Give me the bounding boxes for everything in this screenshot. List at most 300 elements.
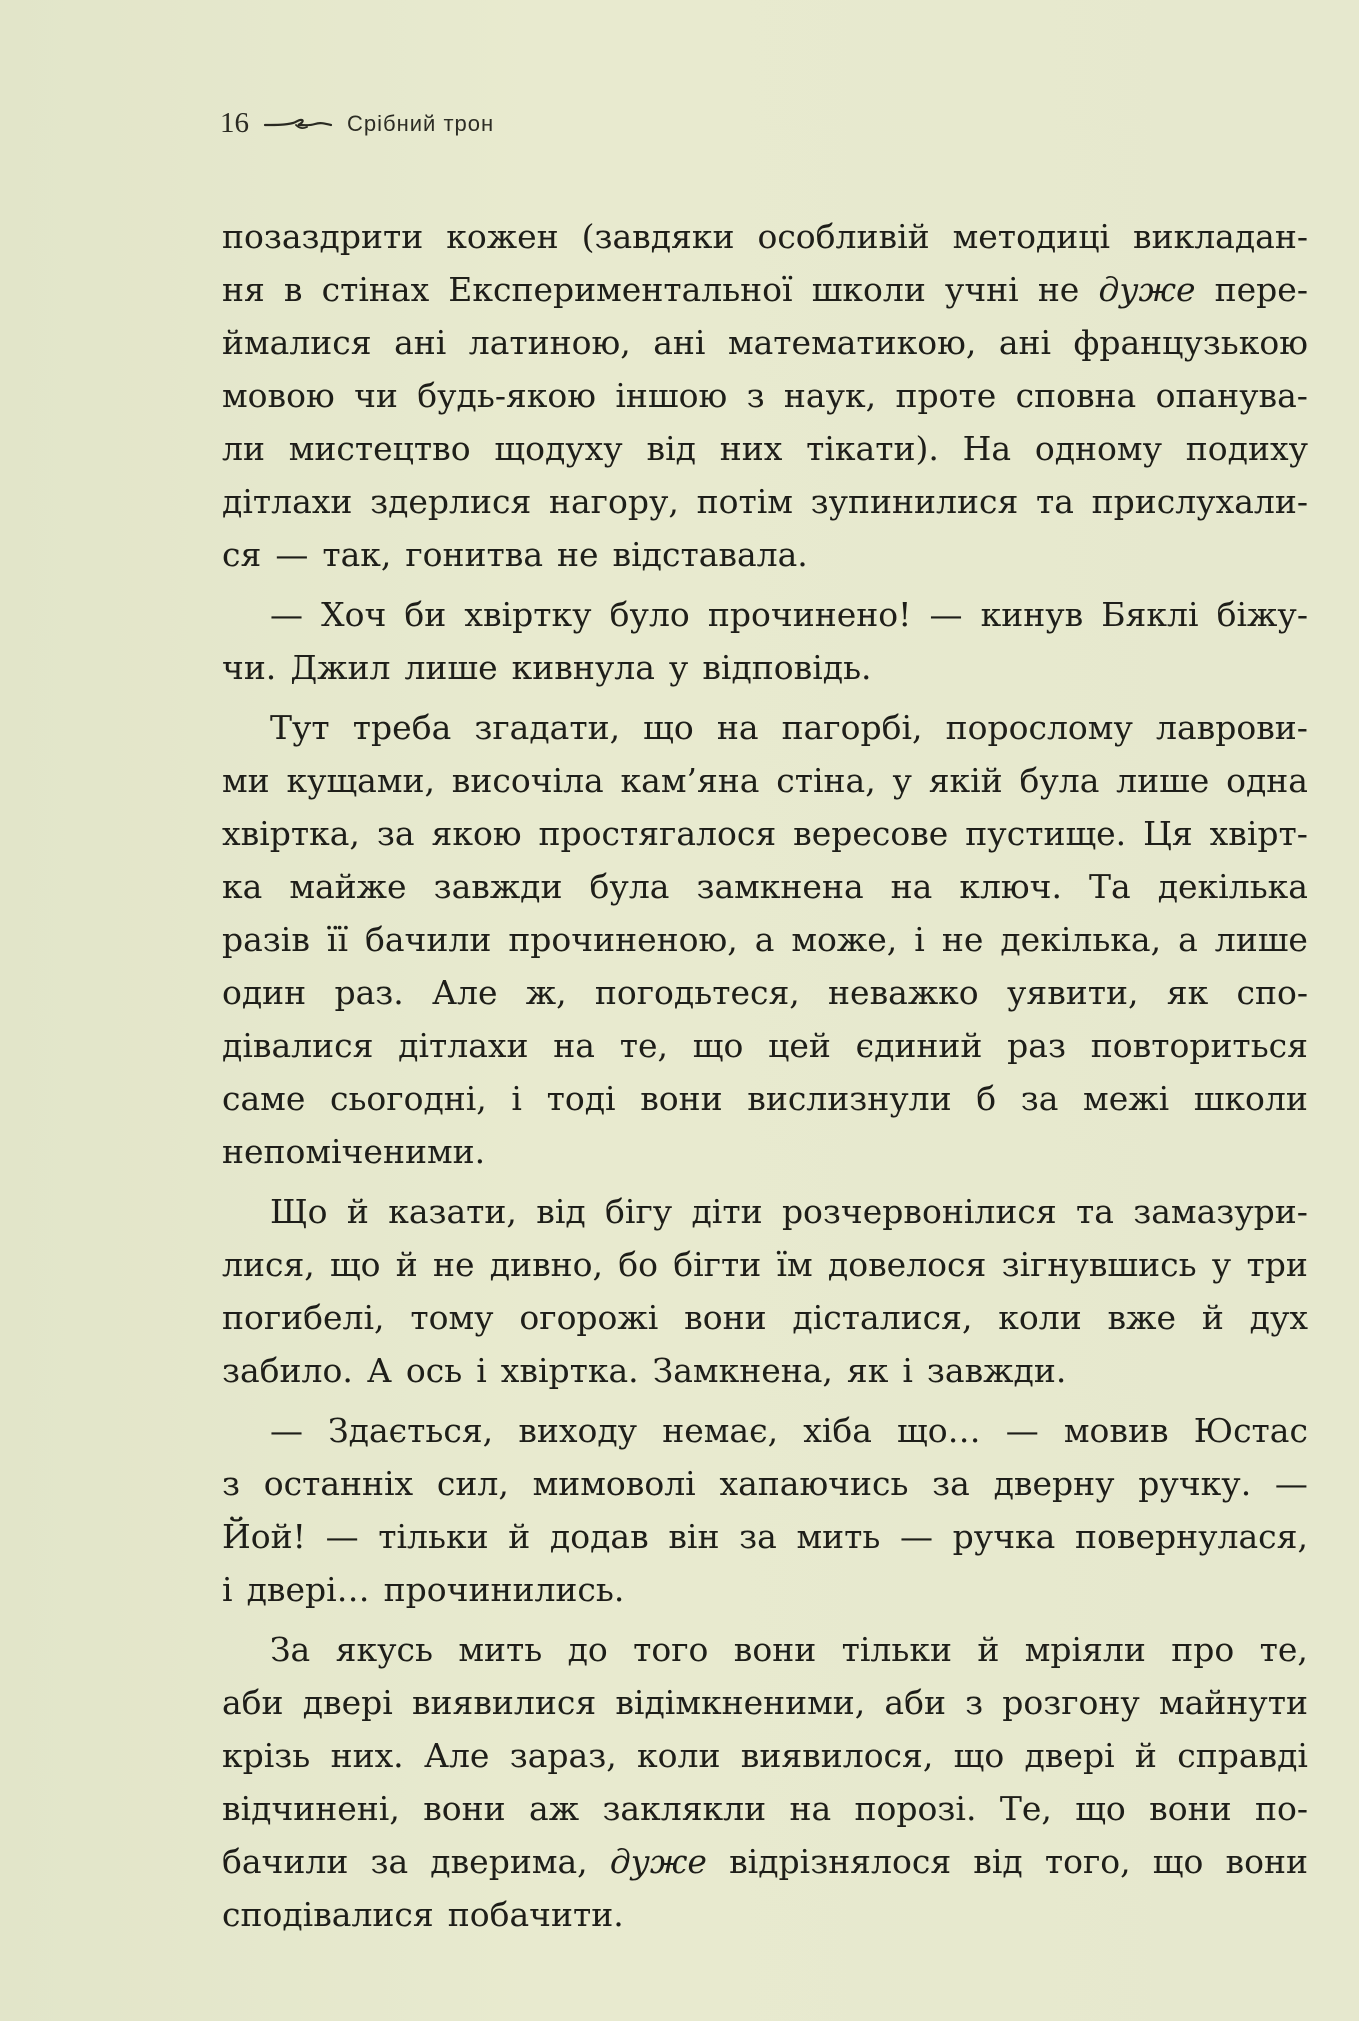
word: саме [222,1079,306,1118]
word: Замкнена, [652,1351,833,1390]
text-line [222,1291,1308,1344]
word: завжди [433,867,563,906]
word: що [643,708,694,747]
text-line [222,1125,1308,1178]
page-number: 16 [220,107,249,139]
word: вони [733,1630,817,1669]
word: порозі. [854,1789,977,1828]
text-line [222,1185,1308,1238]
word: як [1166,973,1209,1012]
word: останніх [263,1464,414,1503]
word: не [557,535,599,574]
text-line [222,1072,1308,1125]
word: та [1035,482,1074,521]
word: відчинені, [222,1789,400,1828]
word: Хоч [321,595,387,634]
word: і [476,1351,487,1390]
word: з [965,1683,984,1722]
word: ня [222,270,265,309]
word: Тут [270,708,330,747]
word: спо- [1236,973,1308,1012]
word: якусь [335,1630,433,1669]
word: двері… [246,1570,370,1609]
word: бігти [673,1245,762,1284]
word: кущами, [286,761,436,800]
word: що [692,1026,744,1065]
word: дверну [993,1464,1115,1503]
paragraph [222,1404,1308,1616]
word: бачили [365,920,492,959]
word: ручку. [1138,1464,1252,1503]
word: й [977,1630,1000,1669]
text-line [222,528,1308,581]
word: що [953,1736,1005,1775]
word: того, [1044,1842,1131,1881]
word: у [1211,1245,1232,1284]
word: Здається, [328,1411,494,1450]
word: Те, [999,1789,1052,1828]
word: двері [1024,1736,1115,1775]
word: проте [895,376,997,415]
word: кивнула [511,648,655,687]
word: хвіртка. [500,1351,639,1390]
word: біжу- [1216,595,1308,634]
word: що… [897,1411,981,1450]
word: французькою [1073,323,1308,362]
text-line [222,1888,1308,1941]
word: вони [640,1079,723,1118]
word: погодьтеся, [594,973,800,1012]
word: огорожі [519,1298,659,1337]
word: неважко [828,973,979,1012]
word: пагорбі, [781,708,923,747]
word: те, [619,1026,669,1065]
paragraph-gap [222,581,1308,588]
word: повернулася, [1075,1517,1308,1556]
word: — [1274,1464,1308,1503]
word: відповідь. [702,648,872,687]
word: виходу [518,1411,638,1450]
word: до [567,1630,608,1669]
word: методиці [952,217,1111,256]
paragraph-gap [222,1616,1308,1623]
word: — [270,1411,303,1450]
word: мимоволі [532,1464,696,1503]
word: Йой! [222,1517,306,1556]
word: (завдяки [581,217,735,256]
word: прочинено! [707,595,912,634]
paragraph [222,1623,1308,1941]
word: прочиненою, [508,920,738,959]
word: лаврови- [1155,708,1308,747]
word: одному [1034,429,1162,468]
text-line [222,860,1308,913]
word: й [1134,1736,1157,1775]
word: школи [811,270,926,309]
word: ймалися [222,323,372,362]
word: Джил [290,648,391,687]
word: Але [432,973,498,1012]
text-line [222,1835,1308,1888]
word: заклякли [602,1789,767,1828]
word: аж [529,1789,580,1828]
word: коли [998,1298,1082,1337]
word: подиху [1185,429,1308,468]
word: що [1152,1842,1204,1881]
word: і [902,1351,913,1390]
word: виявилися [411,1683,597,1722]
word: за [376,814,415,853]
word: на [553,1026,595,1065]
word: лися, [222,1245,315,1284]
word: майже [289,867,407,906]
word: за [370,1842,409,1881]
word: за [739,1517,777,1556]
word: прислухали- [1091,482,1308,521]
word: раз [1007,1026,1066,1065]
word: хапаючись [719,1464,909,1503]
word: їм [776,1245,813,1284]
word: зараз, [509,1736,617,1775]
text-line [222,1563,1308,1616]
word: тільки [841,1630,952,1669]
word: дісталися, [792,1298,973,1337]
word: хвіртка, [222,814,360,853]
word: була [1019,761,1100,800]
word: вони [1149,1789,1232,1828]
word: викладан- [1133,217,1308,256]
word: довелося [827,1245,987,1284]
word: зупинилися [810,482,1019,521]
paragraph [222,1185,1308,1397]
word: На [962,429,1012,468]
word: Та [1089,867,1131,906]
word: особливій [757,217,930,256]
word: додав [549,1517,649,1556]
word: наук, [783,376,877,415]
word: б [976,1079,997,1118]
word: хвірт- [1209,814,1308,853]
word: не [941,920,984,959]
word: у [668,648,689,687]
word: чи [354,376,398,415]
word: математикою, [727,323,977,362]
text-line [222,1782,1308,1835]
word: від [536,1192,586,1231]
word: потім [696,482,793,521]
word: так, [322,535,392,574]
word: цей [768,1026,831,1065]
word: виявилося, [740,1736,934,1775]
paragraph [222,210,1308,581]
word: забило. [222,1351,353,1390]
word: розчервонілися [781,1192,1057,1231]
word: ж, [525,973,567,1012]
word: сил, [436,1464,509,1503]
word: ключ. [959,867,1062,906]
word: коли [637,1736,721,1775]
word: межі [1083,1079,1170,1118]
text-line [222,1344,1308,1397]
word: учні [944,270,1019,309]
word: те, [1259,1630,1308,1669]
word: від [646,429,696,468]
word: він [668,1517,720,1556]
word: й [508,1517,531,1556]
word: на [789,1789,832,1828]
word: вислизнули [747,1079,952,1118]
word: сповна [1015,376,1137,415]
word: нагору, [549,482,679,521]
text-line [222,1404,1308,1457]
text-line [222,316,1308,369]
word: замкнена [696,867,864,906]
word: тому [410,1298,494,1337]
word: ка [222,867,263,906]
word: й [395,1245,418,1284]
word: та [1075,1192,1114,1231]
word: про [1171,1630,1235,1669]
word: латиною, [468,323,631,362]
text-line [222,210,1308,263]
word: декілька [1157,867,1308,906]
word: й [346,1192,369,1231]
word: хіба [803,1411,872,1450]
word: школи [1193,1079,1308,1118]
word: того [633,1630,709,1669]
word: будь-якою [417,376,597,415]
word: одна [1226,761,1308,800]
word: вони [423,1789,506,1828]
word: здерлися [370,482,532,521]
word: зігнувшись [1001,1245,1197,1284]
word: була [589,867,670,906]
word: в [283,270,303,309]
word: раз. [334,973,404,1012]
word: дверима, [430,1842,588,1881]
word: Що [270,1192,328,1231]
word: дуже [1098,270,1196,309]
word: них [719,429,783,468]
paragraph [222,588,1308,694]
word: мистецтво [288,429,471,468]
word: ручка [952,1517,1056,1556]
word: тільки [378,1517,489,1556]
word: треба [352,708,452,747]
word: — [900,1517,934,1556]
paragraph-gap [222,1397,1308,1404]
word: простягалося [538,814,777,853]
word: А [366,1351,392,1390]
word: один [222,973,307,1012]
word: на [716,708,759,747]
text-line [222,369,1308,422]
word: повториться [1090,1026,1308,1065]
word: розгону [1002,1683,1140,1722]
word: згадати, [474,708,621,747]
word: опанува- [1155,376,1308,415]
word: — [1005,1411,1039,1450]
word: декілька, [1000,920,1162,959]
word: тікати). [806,429,939,468]
word: ми [222,761,270,800]
word: справді [1177,1736,1308,1775]
word: три [1246,1245,1308,1284]
word: стіна, [776,761,876,800]
word: щодуху [494,429,623,468]
word: і [914,920,925,959]
text-line [222,1019,1308,1072]
text-line [222,913,1308,966]
word: якою [431,814,522,853]
word: замазури- [1133,1192,1308,1231]
word: відставала. [612,535,808,574]
word: кожен [446,217,559,256]
word: мить [458,1630,543,1669]
word: іншою [615,376,728,415]
word: бігу [605,1192,673,1231]
word: Але [423,1736,490,1775]
word: немає, [662,1411,779,1450]
text-line [222,641,1308,694]
word: ось [405,1351,463,1390]
word: ся [222,535,262,574]
word: пустище. [965,814,1127,853]
word: чи. [222,648,277,687]
word: її [326,920,349,959]
paragraph-gap [222,1178,1308,1185]
text-line [222,754,1308,807]
text-line [222,1729,1308,1782]
word: лише [1116,761,1210,800]
word: Ця [1143,814,1193,853]
word: — [275,535,309,574]
word: порослому [945,708,1133,747]
word: а [754,920,775,959]
word: не [433,1245,475,1284]
text-line [222,422,1308,475]
word: діти [691,1192,763,1231]
word: сьогодні, [329,1079,487,1118]
word: Бяклі [1101,595,1199,634]
word: мовою [222,376,335,415]
body-text [222,210,1308,1941]
word: сподівалися [222,1895,434,1934]
word: побачити. [447,1895,624,1934]
word: ані [653,323,706,362]
word: — [270,595,303,634]
word: дівалися [222,1026,374,1065]
word: дітлахи [398,1026,529,1065]
word: відімкненими, [615,1683,866,1722]
word: кам’яна [620,761,760,800]
word: аби [222,1683,284,1722]
word: ли [222,429,265,468]
paragraph-gap [222,694,1308,701]
word: бо [618,1245,659,1284]
word: мріяли [1024,1630,1146,1669]
word: За [270,1630,311,1669]
word: ані [394,323,447,362]
word: майнути [1158,1683,1308,1722]
word: за [932,1464,970,1503]
word: на [890,867,933,906]
word: якій [928,761,1003,800]
text-line [222,701,1308,754]
word: єдиний [855,1026,983,1065]
word: гонитва [405,535,544,574]
text-line [222,966,1308,1019]
word: кинув [980,595,1084,634]
word: вони [1225,1842,1308,1881]
word: разів [222,920,310,959]
word: по- [1254,1789,1308,1828]
text-line [222,1676,1308,1729]
word: з [222,1464,240,1503]
word: аби [884,1683,946,1722]
word: дітлахи [222,482,353,521]
word: завжди. [926,1351,1067,1390]
word: було [609,595,690,634]
swash-ornament-icon [263,114,333,134]
word: й [1201,1298,1224,1337]
running-head [220,107,494,140]
word: уявити, [1006,973,1139,1012]
word: бачили [222,1842,349,1881]
book-title: Срібний трон [347,110,495,136]
word: височіла [451,761,604,800]
word: казати, [388,1192,517,1231]
word: вже [1107,1298,1176,1337]
word: може, [791,920,898,959]
word: і [222,1570,233,1609]
word: позаздрити [222,217,424,256]
word: у [892,761,912,800]
word: від [973,1842,1023,1881]
word: — [929,595,963,634]
text-line [222,1238,1308,1291]
word: би [404,595,447,634]
text-line [222,588,1308,641]
word: двері [302,1683,393,1722]
word: Експериментальної [448,270,793,309]
word: за [1020,1079,1059,1118]
word: ані [998,323,1052,362]
word: що [329,1245,381,1284]
word: тоді [546,1079,616,1118]
word: дух [1249,1298,1308,1337]
word: стінах [321,270,430,309]
word: лише [1214,920,1308,959]
word: не [1037,270,1080,309]
word: мить [796,1517,881,1556]
paragraph [222,701,1308,1178]
word: хвіртку [464,595,592,634]
word: лише [404,648,498,687]
word: вересове [793,814,949,853]
word: і [511,1079,522,1118]
word: прочинились. [383,1570,625,1609]
word: вони [684,1298,767,1337]
word: дивно, [489,1245,604,1284]
word: пере- [1214,270,1308,309]
word: погибелі, [222,1298,385,1337]
word: непоміченими. [222,1132,486,1171]
word: дуже [609,1842,707,1881]
word: — [325,1517,359,1556]
word: з [746,376,765,415]
word: що [1075,1789,1126,1828]
